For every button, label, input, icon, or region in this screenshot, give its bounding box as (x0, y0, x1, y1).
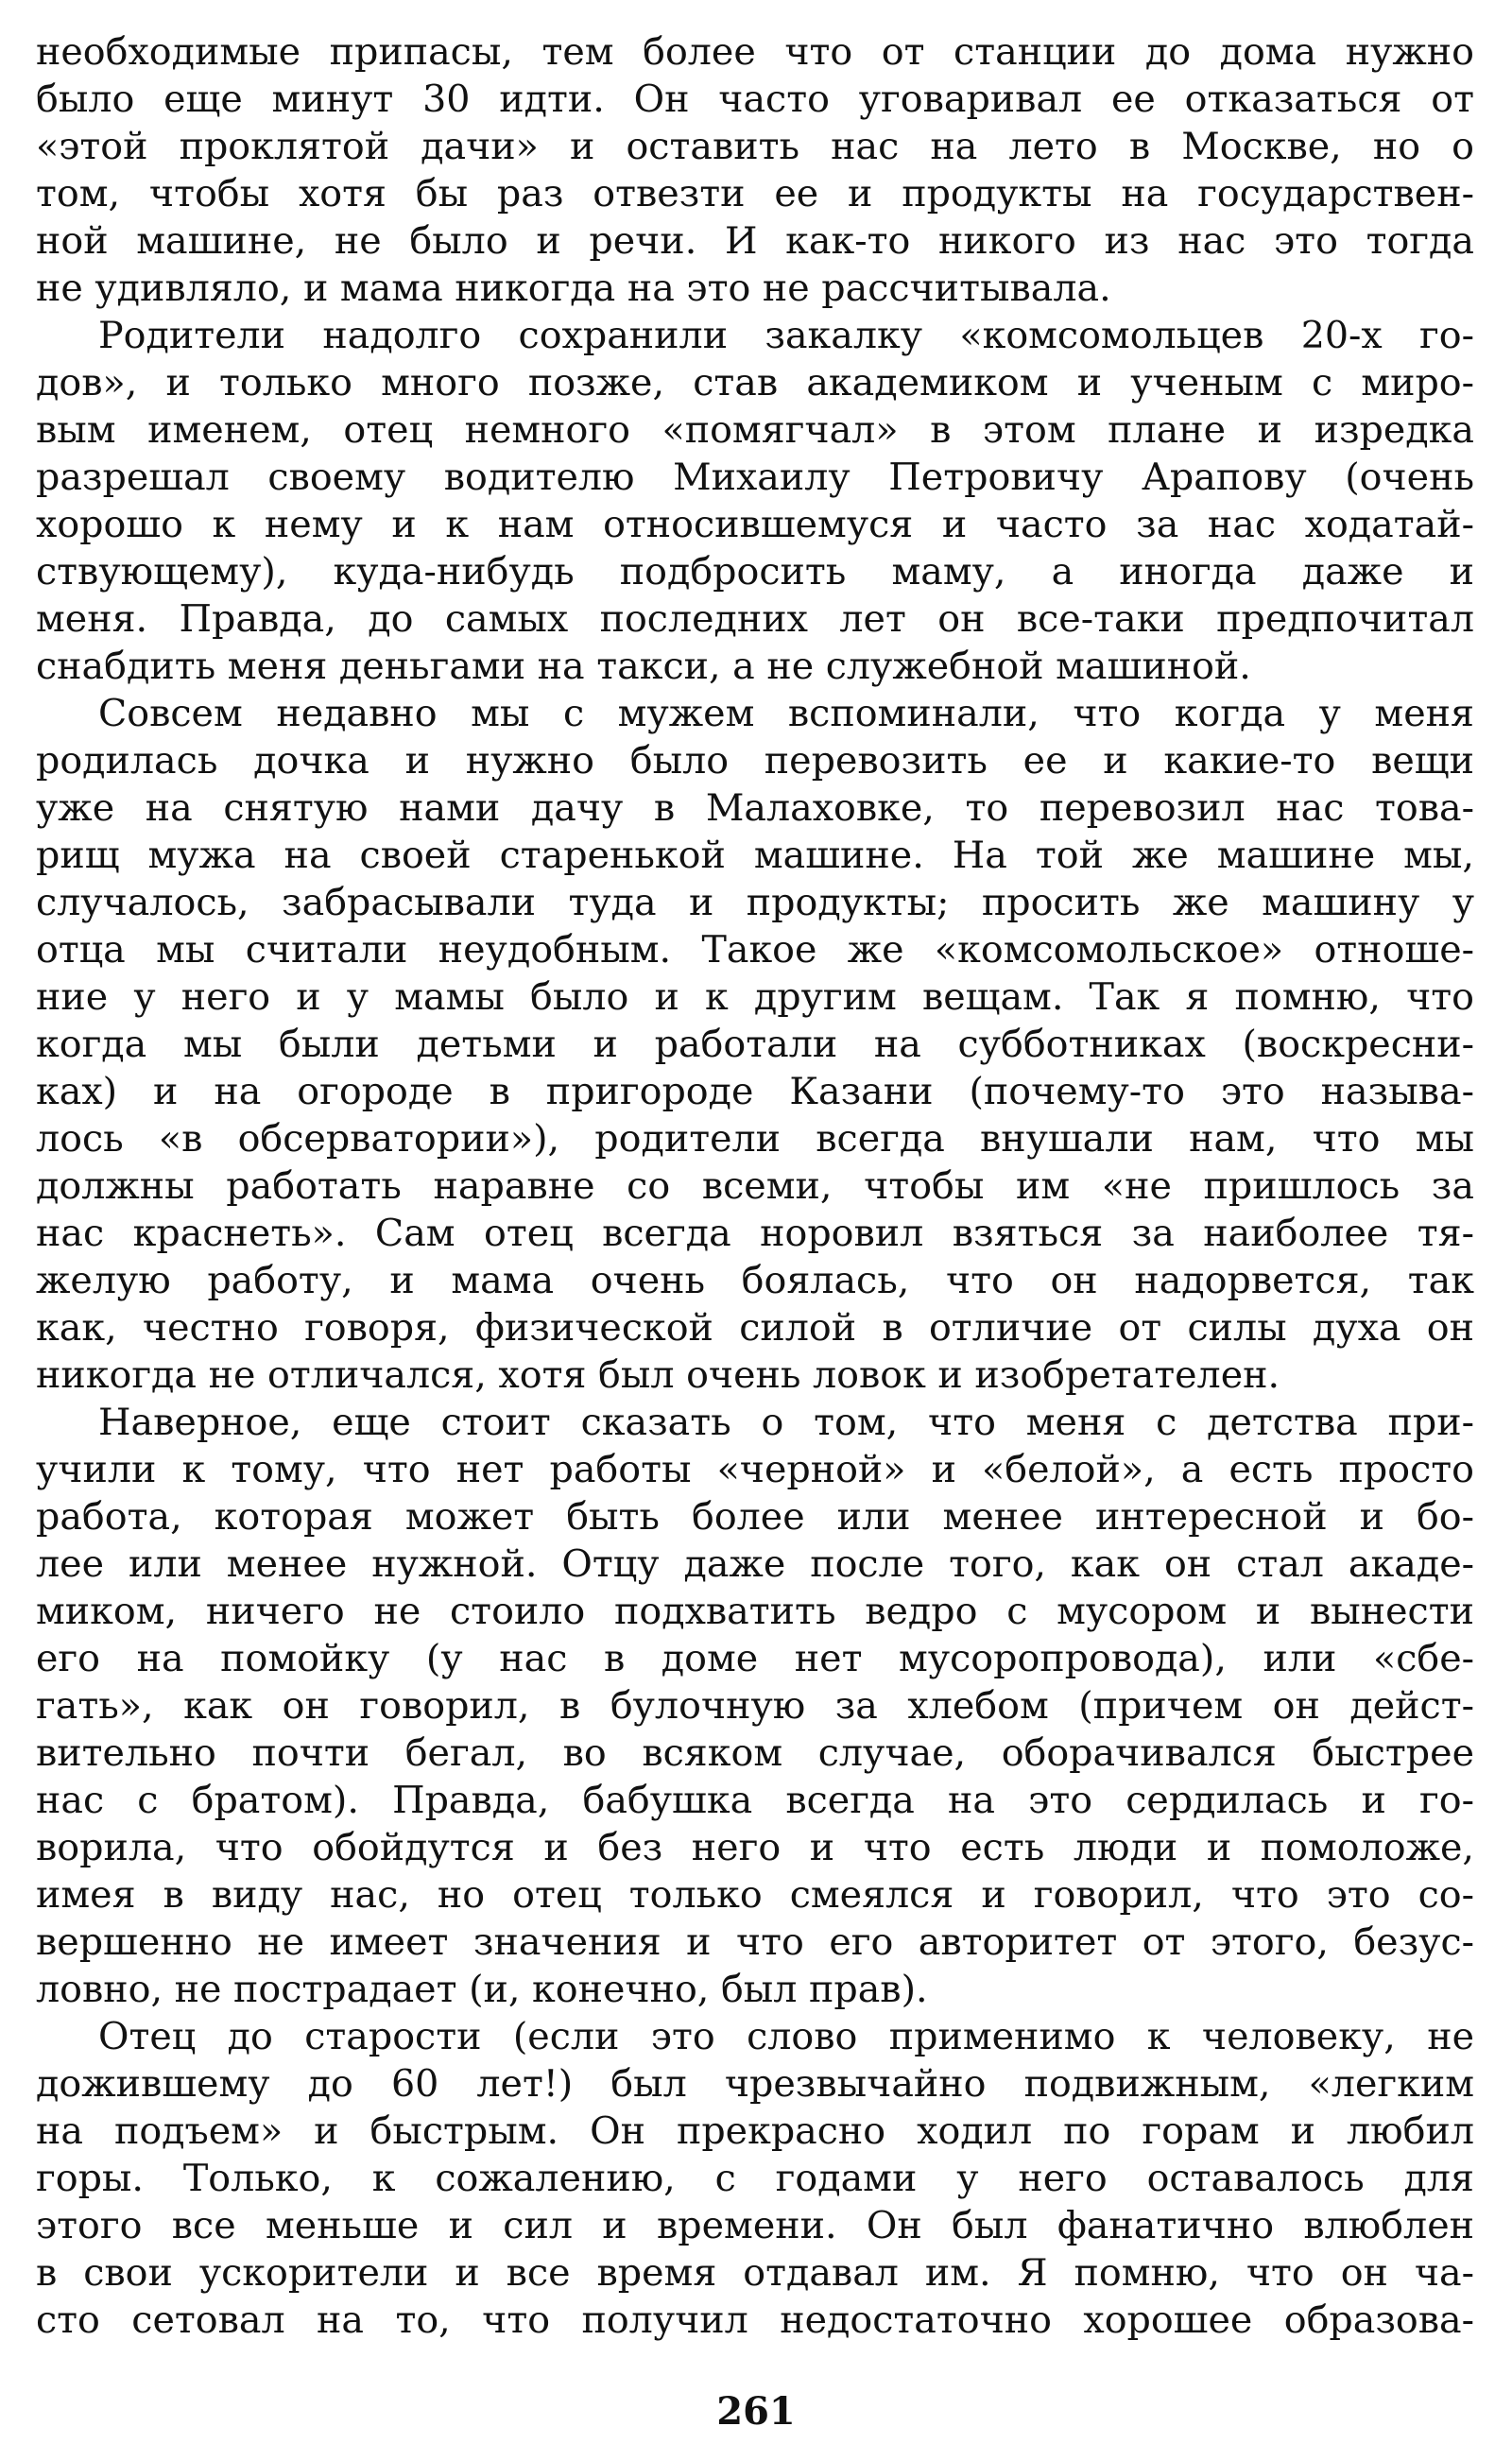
text-line: лее или менее нужной. Отцу даже после того, как он стал акаде- (36, 1542, 1474, 1586)
text-line: должны работать наравне со всеми, чтобы им «не пришлось за (36, 1164, 1474, 1208)
paragraph-2 (36, 312, 1474, 690)
text-line: рищ мужа на своей старенькой машине. На той же машине мы, (36, 834, 1474, 877)
text-line: имея в виду нас, но отец только смеялся и говорил, что это со- (36, 1873, 1474, 1917)
page-text (36, 28, 1474, 2344)
text-line: хорошо к нему и к нам относившемуся и часто за нас ходатай- (36, 503, 1474, 546)
text-line: родилась дочка и нужно было перевозить ее и какие-то вещи (36, 739, 1474, 783)
paragraph-5 (36, 2013, 1474, 2344)
text-line: дожившему до 60 лет!) был чрезвычайно подвижным, «легким (36, 2062, 1474, 2106)
text-line: горы. Только, к сожалению, с годами у него оставалось для (36, 2157, 1474, 2200)
text-line: ствующему), куда-нибудь подбросить маму, а иногда даже и (36, 550, 1474, 594)
text-line: ворила, что обойдутся и без него и что есть люди и помоложе, (36, 1826, 1474, 1869)
text-line: учили к тому, что нет работы «черной» и «белой», а есть просто (36, 1448, 1474, 1491)
text-line: не удивляло, и мама никогда на это не рассчитывала. (36, 267, 1111, 310)
text-line: когда мы были детьми и работали на субботниках (воскресни- (36, 1023, 1474, 1066)
paragraph-3 (36, 690, 1474, 1399)
text-line: работа, которая может быть более или менее интересной и бо- (36, 1495, 1474, 1539)
text-line: на подъем» и быстрым. Он прекрасно ходил по горам и любил (36, 2109, 1474, 2153)
text-line: сто сетовал на то, что получил недостаточно хорошее образова- (36, 2298, 1474, 2342)
text-line: «этой проклятой дачи» и оставить нас на лето в Москве, но о (36, 125, 1474, 168)
text-line: разрешал своему водителю Михаилу Петровичу Арапову (очень (36, 456, 1474, 499)
text-line: было еще минут 30 идти. Он часто уговаривал ее отказаться от (36, 77, 1474, 121)
text-line: желую работу, и мама очень боялась, что он надорвется, так (36, 1259, 1474, 1302)
text-line: миком, ничего не стоило подхватить ведро с мусором и вынести (36, 1590, 1474, 1633)
paragraph-4 (36, 1399, 1474, 2013)
text-line: Совсем недавно мы с мужем вспоминали, что когда у меня (98, 692, 1474, 735)
text-line: как, честно говоря, физической силой в отличие от силы духа он (36, 1306, 1474, 1350)
text-line: Отец до старости (если это слово применимо к человеку, не (98, 2015, 1474, 2058)
text-line: ной машине, не было и речи. И как-то никого из нас это тогда (36, 219, 1474, 263)
text-line: этого все меньше и сил и времени. Он был фанатично влюблен (36, 2204, 1474, 2247)
text-line: Наверное, еще стоит сказать о том, что меня с детства при- (98, 1401, 1474, 1444)
text-line: его на помойку (у нас в доме нет мусоропровода), или «сбе- (36, 1637, 1474, 1680)
text-line: в свои ускорители и все время отдавал им. Я помню, что он ча- (36, 2251, 1474, 2295)
text-line: снабдить меня деньгами на такси, а не служебной машиной. (36, 645, 1251, 688)
text-line: меня. Правда, до самых последних лет он все-таки предпочитал (36, 597, 1474, 641)
text-line: нас краснеть». Сам отец всегда норовил взяться за наиболее тя- (36, 1212, 1474, 1255)
text-line: отца мы считали неудобным. Такое же «комсомольское» отноше- (36, 928, 1474, 972)
text-line: нас с братом). Правда, бабушка всегда на это сердилась и го- (36, 1779, 1474, 1822)
text-line: необходимые припасы, тем более что от станции до дома нужно (36, 30, 1474, 74)
text-line: уже на снятую нами дачу в Малаховке, то перевозил нас това- (36, 786, 1474, 830)
text-line: дов», и только много позже, став академиком и ученым с миро- (36, 361, 1474, 404)
text-line: гать», как он говорил, в булочную за хлебом (причем он дейст- (36, 1684, 1474, 1728)
text-line: вым именем, отец немного «помягчал» в этом плане и изредка (36, 408, 1474, 452)
text-line: случалось, забрасывали туда и продукты; просить же машину у (36, 881, 1474, 924)
text-line: ние у него и у мамы было и к другим вещам. Так я помню, что (36, 975, 1474, 1019)
page-number: 261 (716, 2389, 796, 2434)
text-line: лось «в обсерватории»), родители всегда внушали нам, что мы (36, 1117, 1474, 1161)
text-line: ках) и на огороде в пригороде Казани (почему-то это называ- (36, 1070, 1474, 1113)
paragraph-1 (36, 28, 1474, 312)
text-line: том, чтобы хотя бы раз отвезти ее и продукты на государствен- (36, 172, 1474, 215)
text-line: вительно почти бегал, во всяком случае, оборачивался быстрее (36, 1731, 1474, 1775)
text-line: Родители надолго сохранили закалку «комсомольцев 20-х го- (98, 314, 1474, 357)
text-line: ловно, не пострадает (и, конечно, был прав). (36, 1968, 928, 2011)
text-line: вершенно не имеет значения и что его авторитет от этого, безус- (36, 1920, 1474, 1964)
text-line: никогда не отличался, хотя был очень ловок и изобретателен. (36, 1353, 1280, 1397)
